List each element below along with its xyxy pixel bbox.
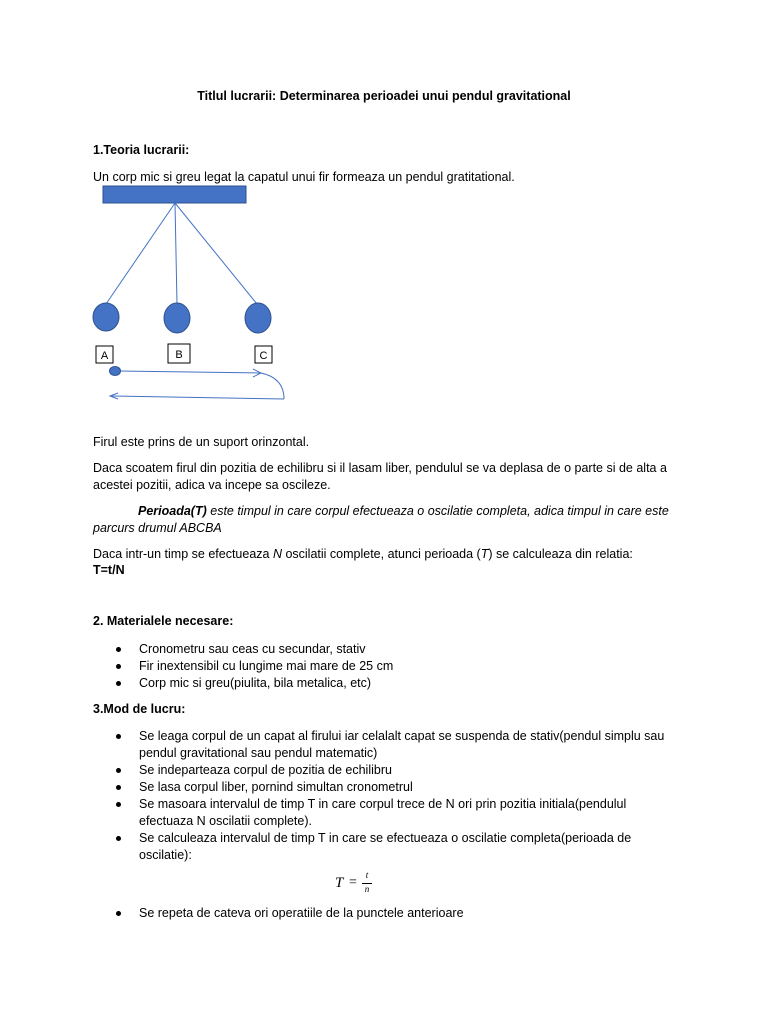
section-1-heading: 1.Teoria lucrarii: <box>93 143 190 157</box>
period-definition-text: este timpul in care corpul efectueaza o oscilatie completa, adica timpul in care este parcurs drumul ABCBA <box>93 504 669 535</box>
bob-c <box>245 303 271 333</box>
list-item: Se calculeaza intervalul de timp T in care se efectueaza o oscilatie completa(perioada de oscilatie): <box>93 830 673 864</box>
list-item: Cronometru sau ceas cu secundar, stativ <box>93 641 673 658</box>
relation-text-b: oscilatii complete, atunci perioada ( <box>281 547 481 561</box>
label-a: A <box>100 350 109 362</box>
string-b <box>175 203 177 304</box>
section-3-heading: 3.Mod de lucru: <box>93 702 186 716</box>
intro-paragraph: Un corp mic si greu legat la capatul unui fir formeaza un pendul gratitational. <box>93 170 515 184</box>
list-item: Se leaga corpul de un capat al firului iar celalalt capat se suspenda de stativ(pendul simplu sau pendul gravitational sau pendul matematic) <box>93 728 673 762</box>
relation-text-c: ) se calculeaza din relatia: <box>488 547 633 561</box>
period-definition <box>93 503 673 537</box>
pendulum-diagram <box>85 182 300 407</box>
procedure-list-final <box>93 905 673 922</box>
formula-numerator: t <box>365 870 369 880</box>
formula-equals: = <box>349 875 357 890</box>
formula-denominator: n <box>364 884 370 894</box>
list-item: Se lasa corpul liber, pornind simultan cronometrul <box>93 779 673 796</box>
period-term: Perioada(T) <box>138 504 207 518</box>
procedure-list <box>93 728 673 864</box>
bob-a <box>93 303 119 331</box>
label-c: C <box>259 350 268 362</box>
string-c <box>175 203 257 304</box>
small-bob <box>110 367 121 376</box>
return-path <box>110 396 284 399</box>
period-formula: T=t/N <box>93 563 125 577</box>
relation-t: T <box>480 547 489 561</box>
materials-list <box>93 641 673 692</box>
list-item: Corp mic si greu(piulita, bila metalica, etc) <box>93 675 673 692</box>
section-2-heading: 2. Materialele necesare: <box>93 614 234 628</box>
paragraph-oscillation: Daca scoatem firul din pozitia de echilibru si il lasam liber, pendulul se va deplasa de o parte si de alta a acestei pozitii, adica va incepe sa oscileze. <box>93 461 667 492</box>
list-item: Fir inextensibil cu lungime mai mare de 25 cm <box>93 658 673 675</box>
label-b: B <box>175 349 183 361</box>
bob-b <box>164 303 190 333</box>
return-curve <box>261 373 284 399</box>
forward-path <box>121 371 260 373</box>
list-item: Se masoara intervalul de timp T in care corpul trece de N ori prin pozitia initiala(pendulul efectuaza N oscilatii complete). <box>93 796 673 830</box>
relation-text-a: Daca intr-un timp se efectueaza <box>93 547 273 561</box>
relation-n: N <box>272 547 282 561</box>
list-item: Se repeta de cateva ori operatiile de la punctele anterioare <box>93 905 673 922</box>
pendulum-support <box>103 186 246 203</box>
paragraph-support: Firul este prins de un suport orinzontal. <box>93 435 310 449</box>
formula-lhs: T <box>335 875 344 891</box>
relation-paragraph <box>93 546 673 563</box>
list-item: Se indeparteaza corpul de pozitia de echilibru <box>93 762 673 779</box>
page-title: Titlul lucrarii: Determinarea perioadei unui pendul gravitational <box>197 89 571 103</box>
string-a <box>106 203 175 304</box>
